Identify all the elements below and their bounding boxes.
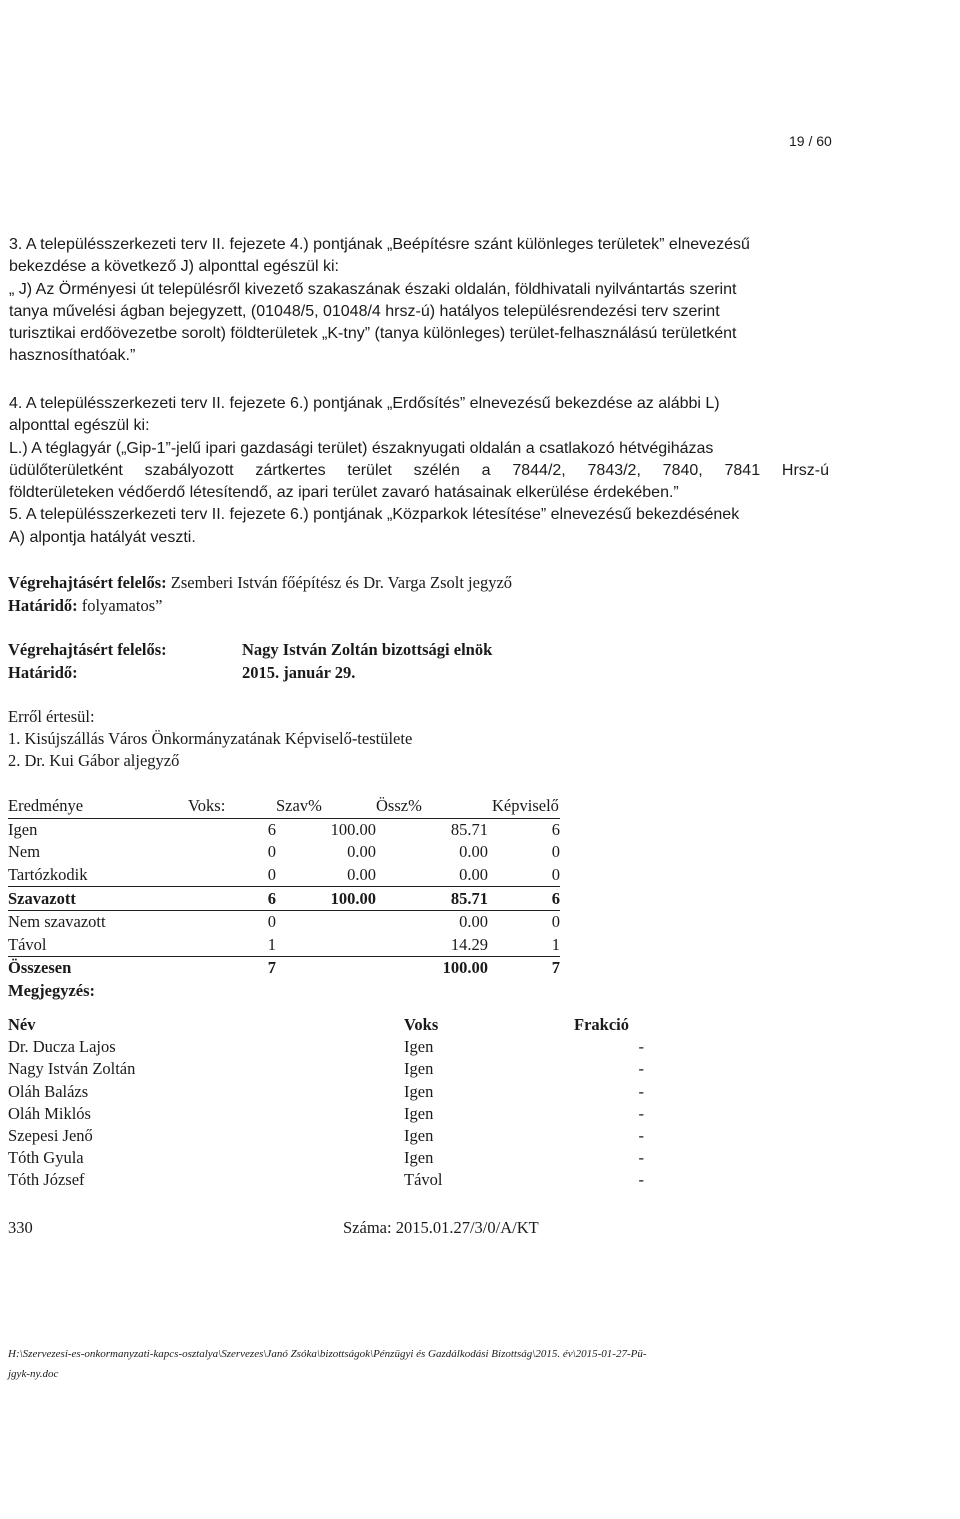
resolution-ref: Száma: 2015.01.27/3/0/A/KT [343,1218,539,1237]
table-row [8,1125,644,1147]
voter-vote: Igen [404,1126,434,1146]
section-4-line: földterületeken védőerdő létesítendő, az ipari terület zavaró hatásainak elkerülése érdekében.” [9,484,679,502]
voter-name: Szepesi Jenő [8,1126,93,1146]
header-voks: Voks: [188,795,276,818]
row-kepviselo: 7 [551,958,560,978]
row-ossz: 0.00 [459,912,488,932]
section-3-line: 3. A településszerkezeti terv II. fejezete 4.) pontjának „Beépítésre szánt különleges területek” elnevezésű [9,236,750,253]
row-kepviselo: 1 [488,934,560,957]
row-kepviselo: 0 [551,842,560,862]
header-voks: Voks [404,1015,439,1035]
footer-file-path [8,1344,828,1384]
section-5-line: A) alpontja hatályát veszti. [9,528,196,546]
section-4-line: alponttal egészül ki: [9,417,150,435]
section-3-line: bekezdése a következő J) alponttal egészül ki: [9,258,339,276]
resolution-number: 330 [8,1218,33,1237]
deadline-line-1 [8,596,162,616]
table-row [8,1081,644,1103]
row-voks: 0 [267,912,276,932]
section-5-line: 5. A településszerkezeti terv II. fejezete 6.) pontjának „Közparkok létesítése” elnevezésű bekezdésének [9,506,740,524]
table-row [8,841,560,864]
table-row [8,957,560,980]
note-label: Megjegyzés: [8,981,96,1001]
voter-fraction: - [638,1170,644,1190]
voter-name: Dr. Ducza Lajos [8,1037,116,1057]
row-ossz: 85.71 [376,887,488,911]
row-szav: 100.00 [330,819,376,839]
row-voks: 6 [267,819,276,839]
section-3-line: hasznosíthatóak.” [9,347,136,365]
voter-vote: Igen [404,1081,434,1101]
voter-fraction: - [638,1103,644,1123]
responsible-label-2: Végrehajtásért felelős: [8,640,167,659]
section-4-line: 4. A településszerkezeti terv II. fejezete 6.) pontjának „Erdősítés” elnevezésű bekezdése az alábbi L) [9,395,720,412]
voter-fraction: - [638,1037,644,1057]
footer-path-line: H:\Szervezesi-es-onkormanyzati-kapcs-osztalya\Szervezes\Janó Zsóka\bizottságok\Pénzügyi és Gazdálkodási Bizottság\2015. év\2015-01-27-Pü- [8,1348,647,1360]
section-3-line: tanya művelési ágban bejegyzett, (01048/5, 01048/4 hrsz-ú) hatályos településrendezési terv szerint [9,302,720,320]
table-row [8,1103,644,1125]
deadline-label-2: Határidő: [8,663,78,682]
header-eredmenye: Eredménye [8,795,188,818]
table-row [8,1058,644,1080]
row-label: Nem [8,842,41,862]
table-row [8,934,560,957]
header-szav-pct: Szav% [276,795,376,818]
row-szav [276,934,376,957]
row-szav: 0.00 [347,842,376,862]
voter-fraction: - [638,1081,644,1101]
section-3-paragraph [9,234,829,368]
table-row [8,1036,644,1058]
row-ossz: 14.29 [376,934,488,957]
row-kepviselo: 6 [551,819,560,839]
table-row [8,864,560,887]
deadline-value: folyamatos” [77,596,163,615]
notify-item: 1. Kisújszállás Város Önkormányzatának Képviselő-testülete [8,729,413,748]
section-4-line: L.) A téglagyár („Gip-1”-jelű ipari gazdasági terület) északnyugati oldalán a csatlakozó hétvégiházas [9,439,714,457]
table-row [8,818,560,841]
voter-vote: Igen [404,1059,434,1079]
page-number: 19 / 60 [789,133,832,149]
row-voks: 0 [267,842,276,862]
row-ossz: 100.00 [442,958,488,978]
table-header-row [8,1014,644,1036]
voter-vote: Igen [404,1103,434,1123]
notify-title: Erről értesül: [8,707,95,726]
row-kepviselo: 0 [551,912,560,932]
individual-votes-table [8,1014,644,1192]
voter-name: Nagy István Zoltán [8,1059,136,1079]
row-label: Nem szavazott [8,912,106,932]
deadline-label: Határidő: [8,596,78,615]
table-row [8,1169,644,1191]
row-voks: 7 [267,958,276,978]
row-label: Tartózkodik [8,864,188,887]
table-row [8,1147,644,1169]
row-szav: 0.00 [276,864,376,887]
row-voks: 0 [188,864,276,887]
voter-vote: Távol [404,1170,443,1190]
responsible-value: Zsemberi István főépítész és Dr. Varga Zsolt jegyző [166,573,513,592]
row-label: Szavazott [8,887,188,911]
voter-vote: Igen [404,1037,434,1057]
row-label: Távol [8,934,188,957]
vote-results-table [8,795,560,1002]
row-kepviselo: 6 [488,887,560,911]
footer-path-line: jgyk-ny.doc [8,1368,59,1380]
responsible-line-1 [8,573,512,593]
table-row [8,910,560,933]
note-row [8,980,560,1003]
row-voks: 6 [188,887,276,911]
section-3-line: turisztikai erdőövezetbe sorolt) földterületek „K-tny” (tanya különleges) terület-felhasználású területként [9,325,737,343]
table-header-row [8,795,560,818]
deadline-value-2: 2015. január 29. [242,663,356,682]
row-szav [276,910,376,933]
section-4-line: üdülőterületként szabályozott zártkertes terület szélén a 7844/2, 7843/2, 7840, 7841 Hrsz-ú [9,461,829,479]
header-nev: Név [8,1015,36,1035]
row-voks: 1 [188,934,276,957]
row-ossz: 0.00 [459,842,488,862]
header-ossz-pct: Össz% [376,795,488,818]
row-label: Igen [8,819,38,839]
row-szav: 100.00 [276,887,376,911]
row-ossz: 0.00 [376,864,488,887]
voter-vote: Igen [404,1148,434,1168]
table-row [8,887,560,911]
row-kepviselo: 0 [488,864,560,887]
notify-item: 2. Dr. Kui Gábor aljegyző [8,751,180,770]
section-4-paragraph [9,393,829,549]
voter-name: Oláh Balázs [8,1081,89,1101]
row-label: Összesen [8,958,72,978]
responsible-value-2: Nagy István Zoltán bizottsági elnök [242,640,493,659]
voter-fraction: - [638,1059,644,1079]
voter-fraction: - [638,1148,644,1168]
responsible-label: Végrehajtásért felelős: [8,573,167,592]
section-3-line: „ J) Az Örményesi út településről kivezető szakaszának északi oldalán, földhivatali nyilvántartás szerint [9,280,737,298]
voter-name: Tóth József [8,1170,85,1190]
voter-name: Tóth Gyula [8,1148,84,1168]
voter-name: Oláh Miklós [8,1103,91,1123]
header-frakcio: Frakció [574,1015,629,1035]
row-ossz: 85.71 [450,819,488,839]
voter-fraction: - [638,1126,644,1146]
row-szav [276,957,376,980]
header-kepviselo: Képviselő [488,795,560,818]
